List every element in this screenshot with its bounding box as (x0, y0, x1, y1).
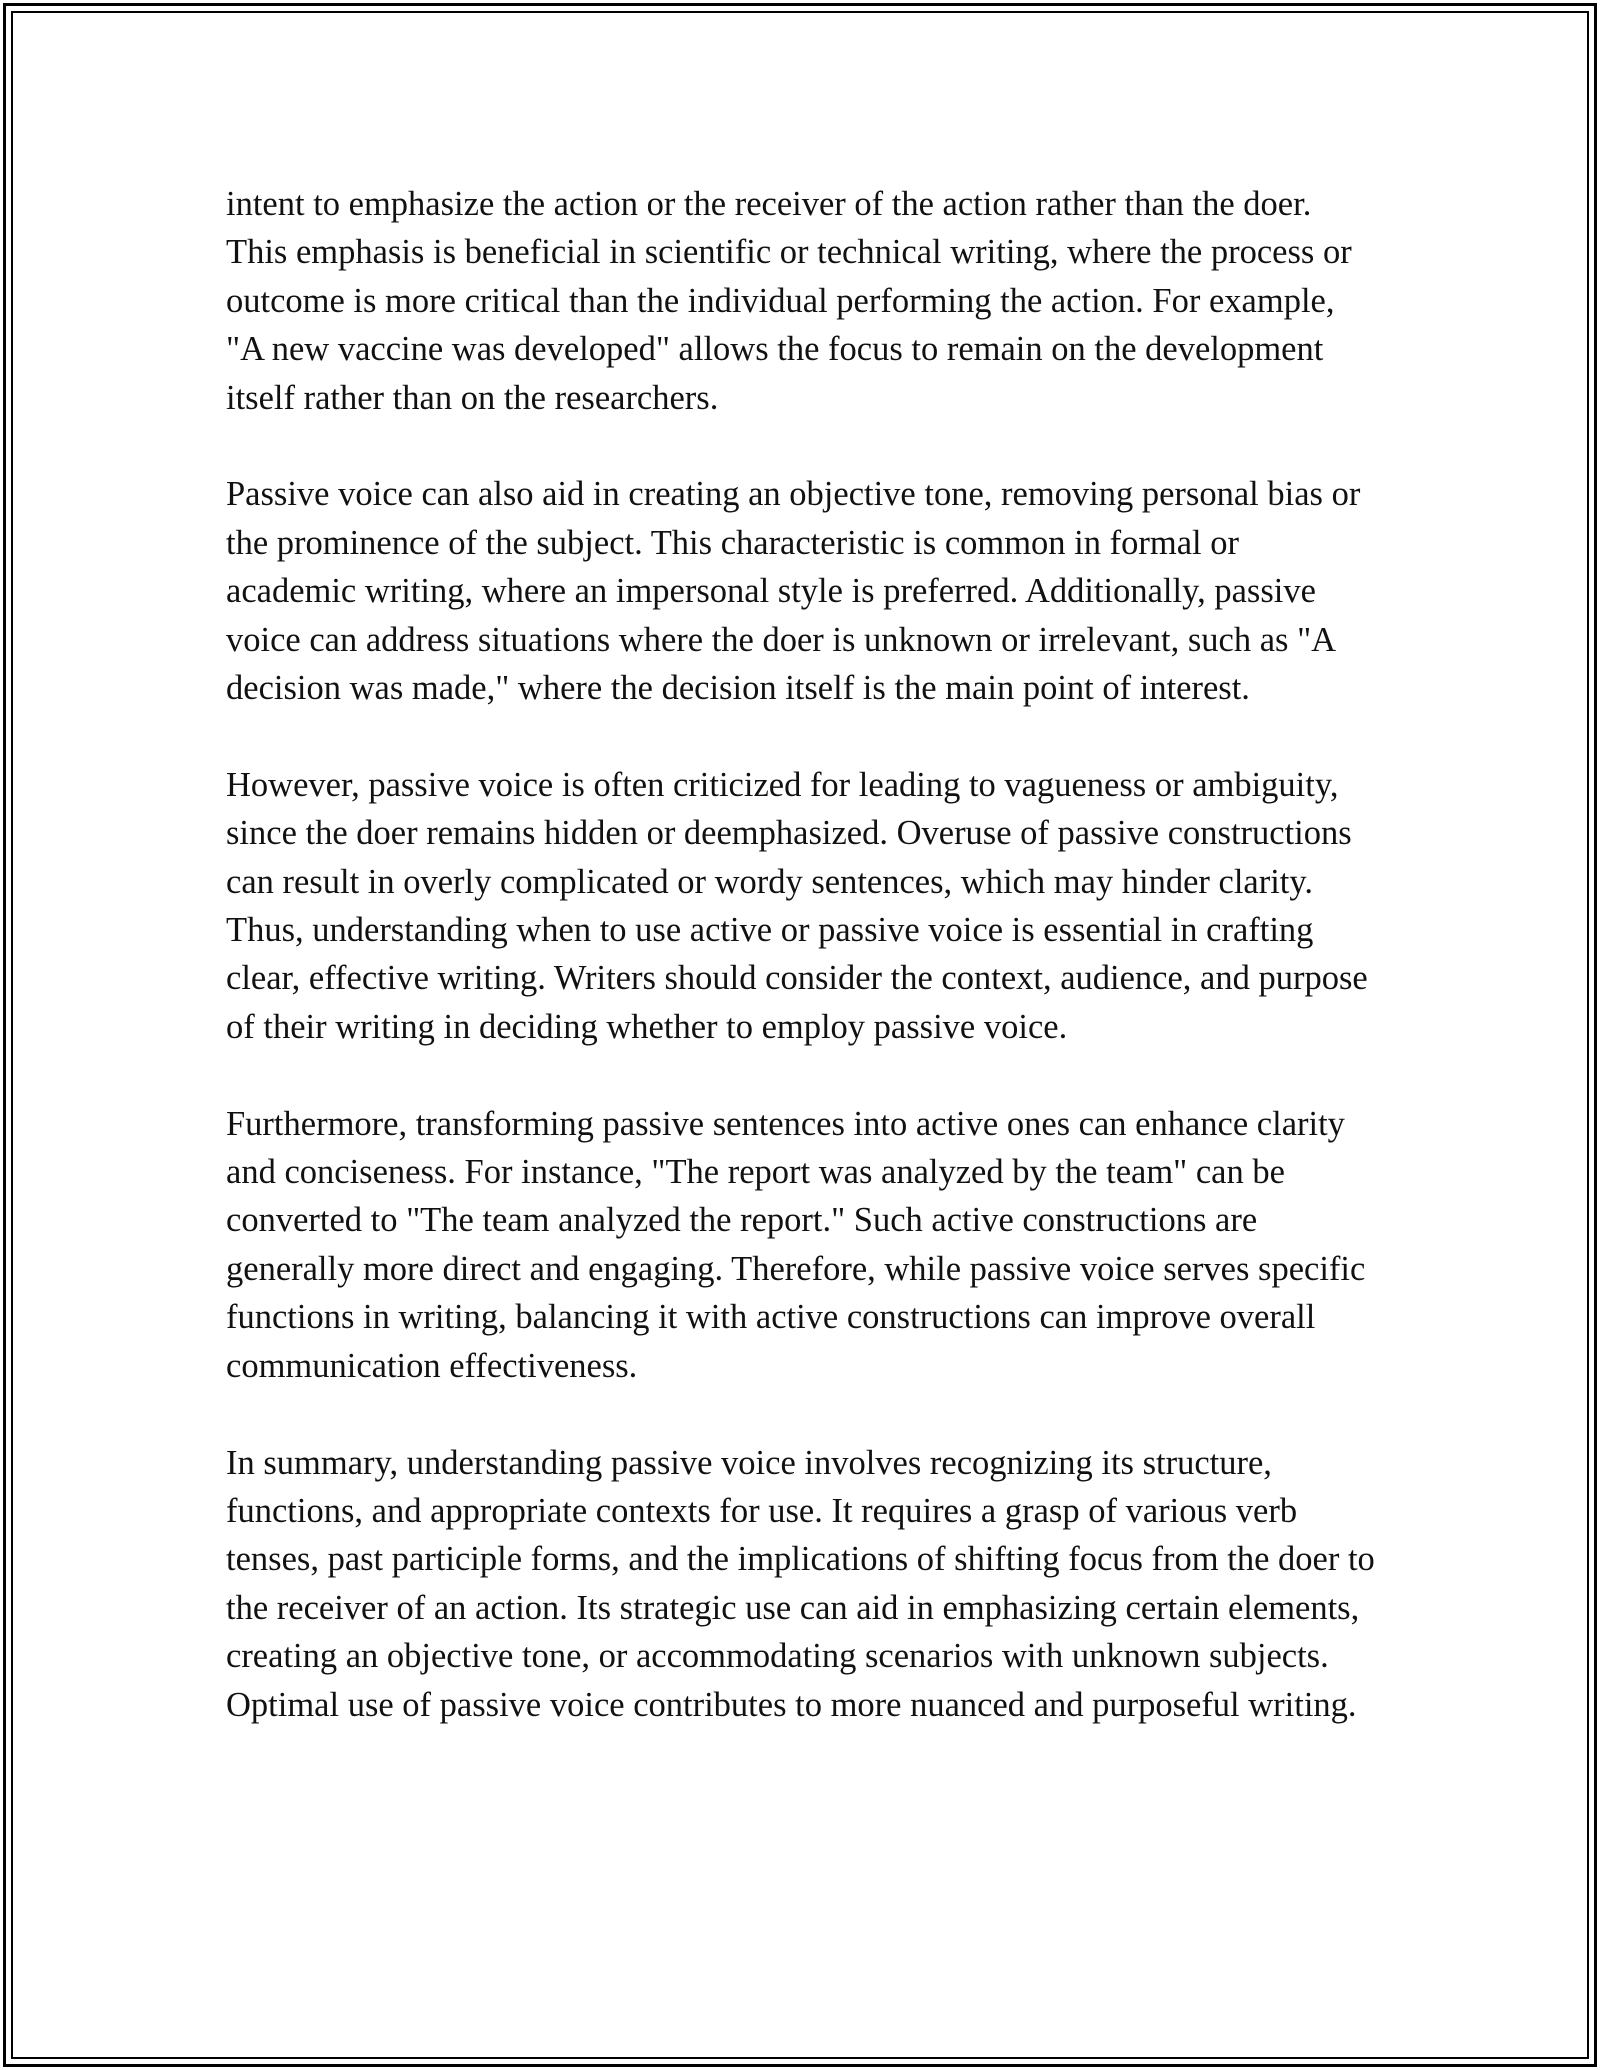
paragraph-5: In summary, understanding passive voice involves recognizing its structure, functions, and appropriate contexts for use. It requires a grasp of various verb tenses, past participle forms, and the implications of shifting focus from the doer to the receiver of an action. Its strategic use can aid in emphasizing certain elements, creating an objective tone, or accommodating scenarios with unknown subjects. Optimal use of passive voice contributes to more nuanced and purposeful writing. (226, 1443, 1375, 1724)
paragraph-1: intent to emphasize the action or the receiver of the action rather than the doer. This emphasis is beneficial in scientific or technical writing, where the process or outcome is more critical than the individual performing the action. For example, "A new vaccine was developed" allows the focus to remain on the development itself rather than on the researchers. (226, 185, 1352, 417)
paragraph-4: Furthermore, transforming passive sentences into active ones can enhance clarity and conciseness. For instance, "The report was analyzed by the team" can be converted to "The team analyzed the report." Such active constructions are generally more direct and engaging. Therefore, while passive voice serves specific functions in writing, balancing it with active constructions can improve overall communication effectiveness. (226, 1104, 1366, 1385)
paragraph-3: However, passive voice is often criticized for leading to vagueness or ambiguity, since the doer remains hidden or deemphasized. Overuse of passive constructions can result in overly complicated or wordy sentences, which may hinder clarity. Thus, understanding when to use active or passive voice is essential in crafting clear, effective writing. Writers should consider the context, audience, and purpose of their writing in deciding whether to employ passive voice. (226, 765, 1368, 1046)
document-body (226, 180, 1376, 1777)
paragraph-2: Passive voice can also aid in creating an objective tone, removing personal bias or the prominence of the subject. This characteristic is common in formal or academic writing, where an impersonal style is preferred. Additionally, passive voice can address situations where the doer is unknown or irrelevant, such as "A decision was made," where the decision itself is the main point of interest. (226, 475, 1361, 708)
